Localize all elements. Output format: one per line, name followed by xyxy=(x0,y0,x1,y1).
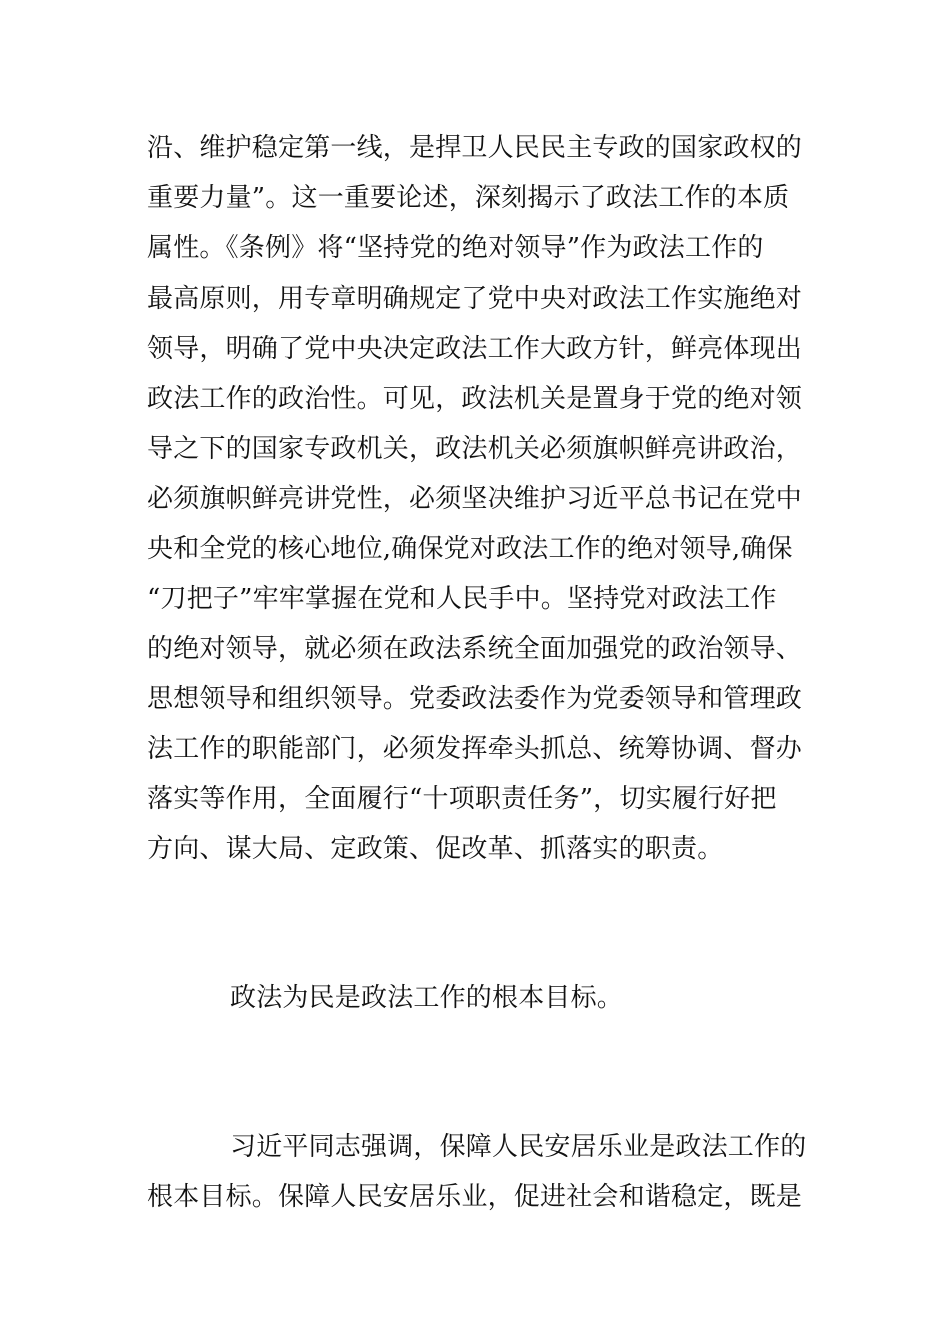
body-text-line: 导之下的国家专政机关，政法机关必须旗帜鲜亮讲政治， xyxy=(147,434,803,464)
body-text-line: “刀把子”牢牢掌握在党和人民手中。坚持党对政法工作 xyxy=(147,584,777,614)
body-text-line: 必须旗帜鲜亮讲党性，必须坚决维护习近平总书记在党中 xyxy=(147,484,803,514)
body-text-line: 属性。《条例》将“坚持党的绝对领导”作为政法工作的 xyxy=(147,233,764,263)
body-text-line: 习近平同志强调，保障人民安居乐业是政法工作的 xyxy=(230,1132,807,1162)
body-text-line: 落实等作用，全面履行“十项职责任务”，切实履行好把 xyxy=(147,784,777,814)
body-text-line: 央和全党的核心地位,确保党对政法工作的绝对领导,确保 xyxy=(147,534,793,564)
section-heading: 政法为民是政法工作的根本目标。 xyxy=(230,983,624,1013)
body-text-line: 沿、维护稳定第一线，是捍卫人民民主专政的国家政权的 xyxy=(147,133,803,163)
body-text-line: 根本目标。保障人民安居乐业，促进社会和谐稳定，既是 xyxy=(147,1182,803,1212)
body-text-line: 的绝对领导，就必须在政法系统全面加强党的政治领导、 xyxy=(147,634,803,664)
body-text-line: 法工作的职能部门，必须发挥牵头抓总、统筹协调、督办 xyxy=(147,734,803,764)
body-text-line: 领导，明确了党中央决定政法工作大政方针，鲜亮体现出 xyxy=(147,334,803,364)
body-text-line: 方向、谋大局、定政策、促改革、抓落实的职责。 xyxy=(147,834,724,864)
body-text-line: 政法工作的政治性。可见，政法机关是置身于党的绝对领 xyxy=(147,384,803,414)
body-text-line: 最高原则，用专章明确规定了党中央对政法工作实施绝对 xyxy=(147,284,803,314)
body-text-line: 重要力量”。这一重要论述，深刻揭示了政法工作的本质 xyxy=(147,183,790,213)
body-text-line: 思想领导和组织领导。党委政法委作为党委领导和管理政 xyxy=(147,684,803,714)
